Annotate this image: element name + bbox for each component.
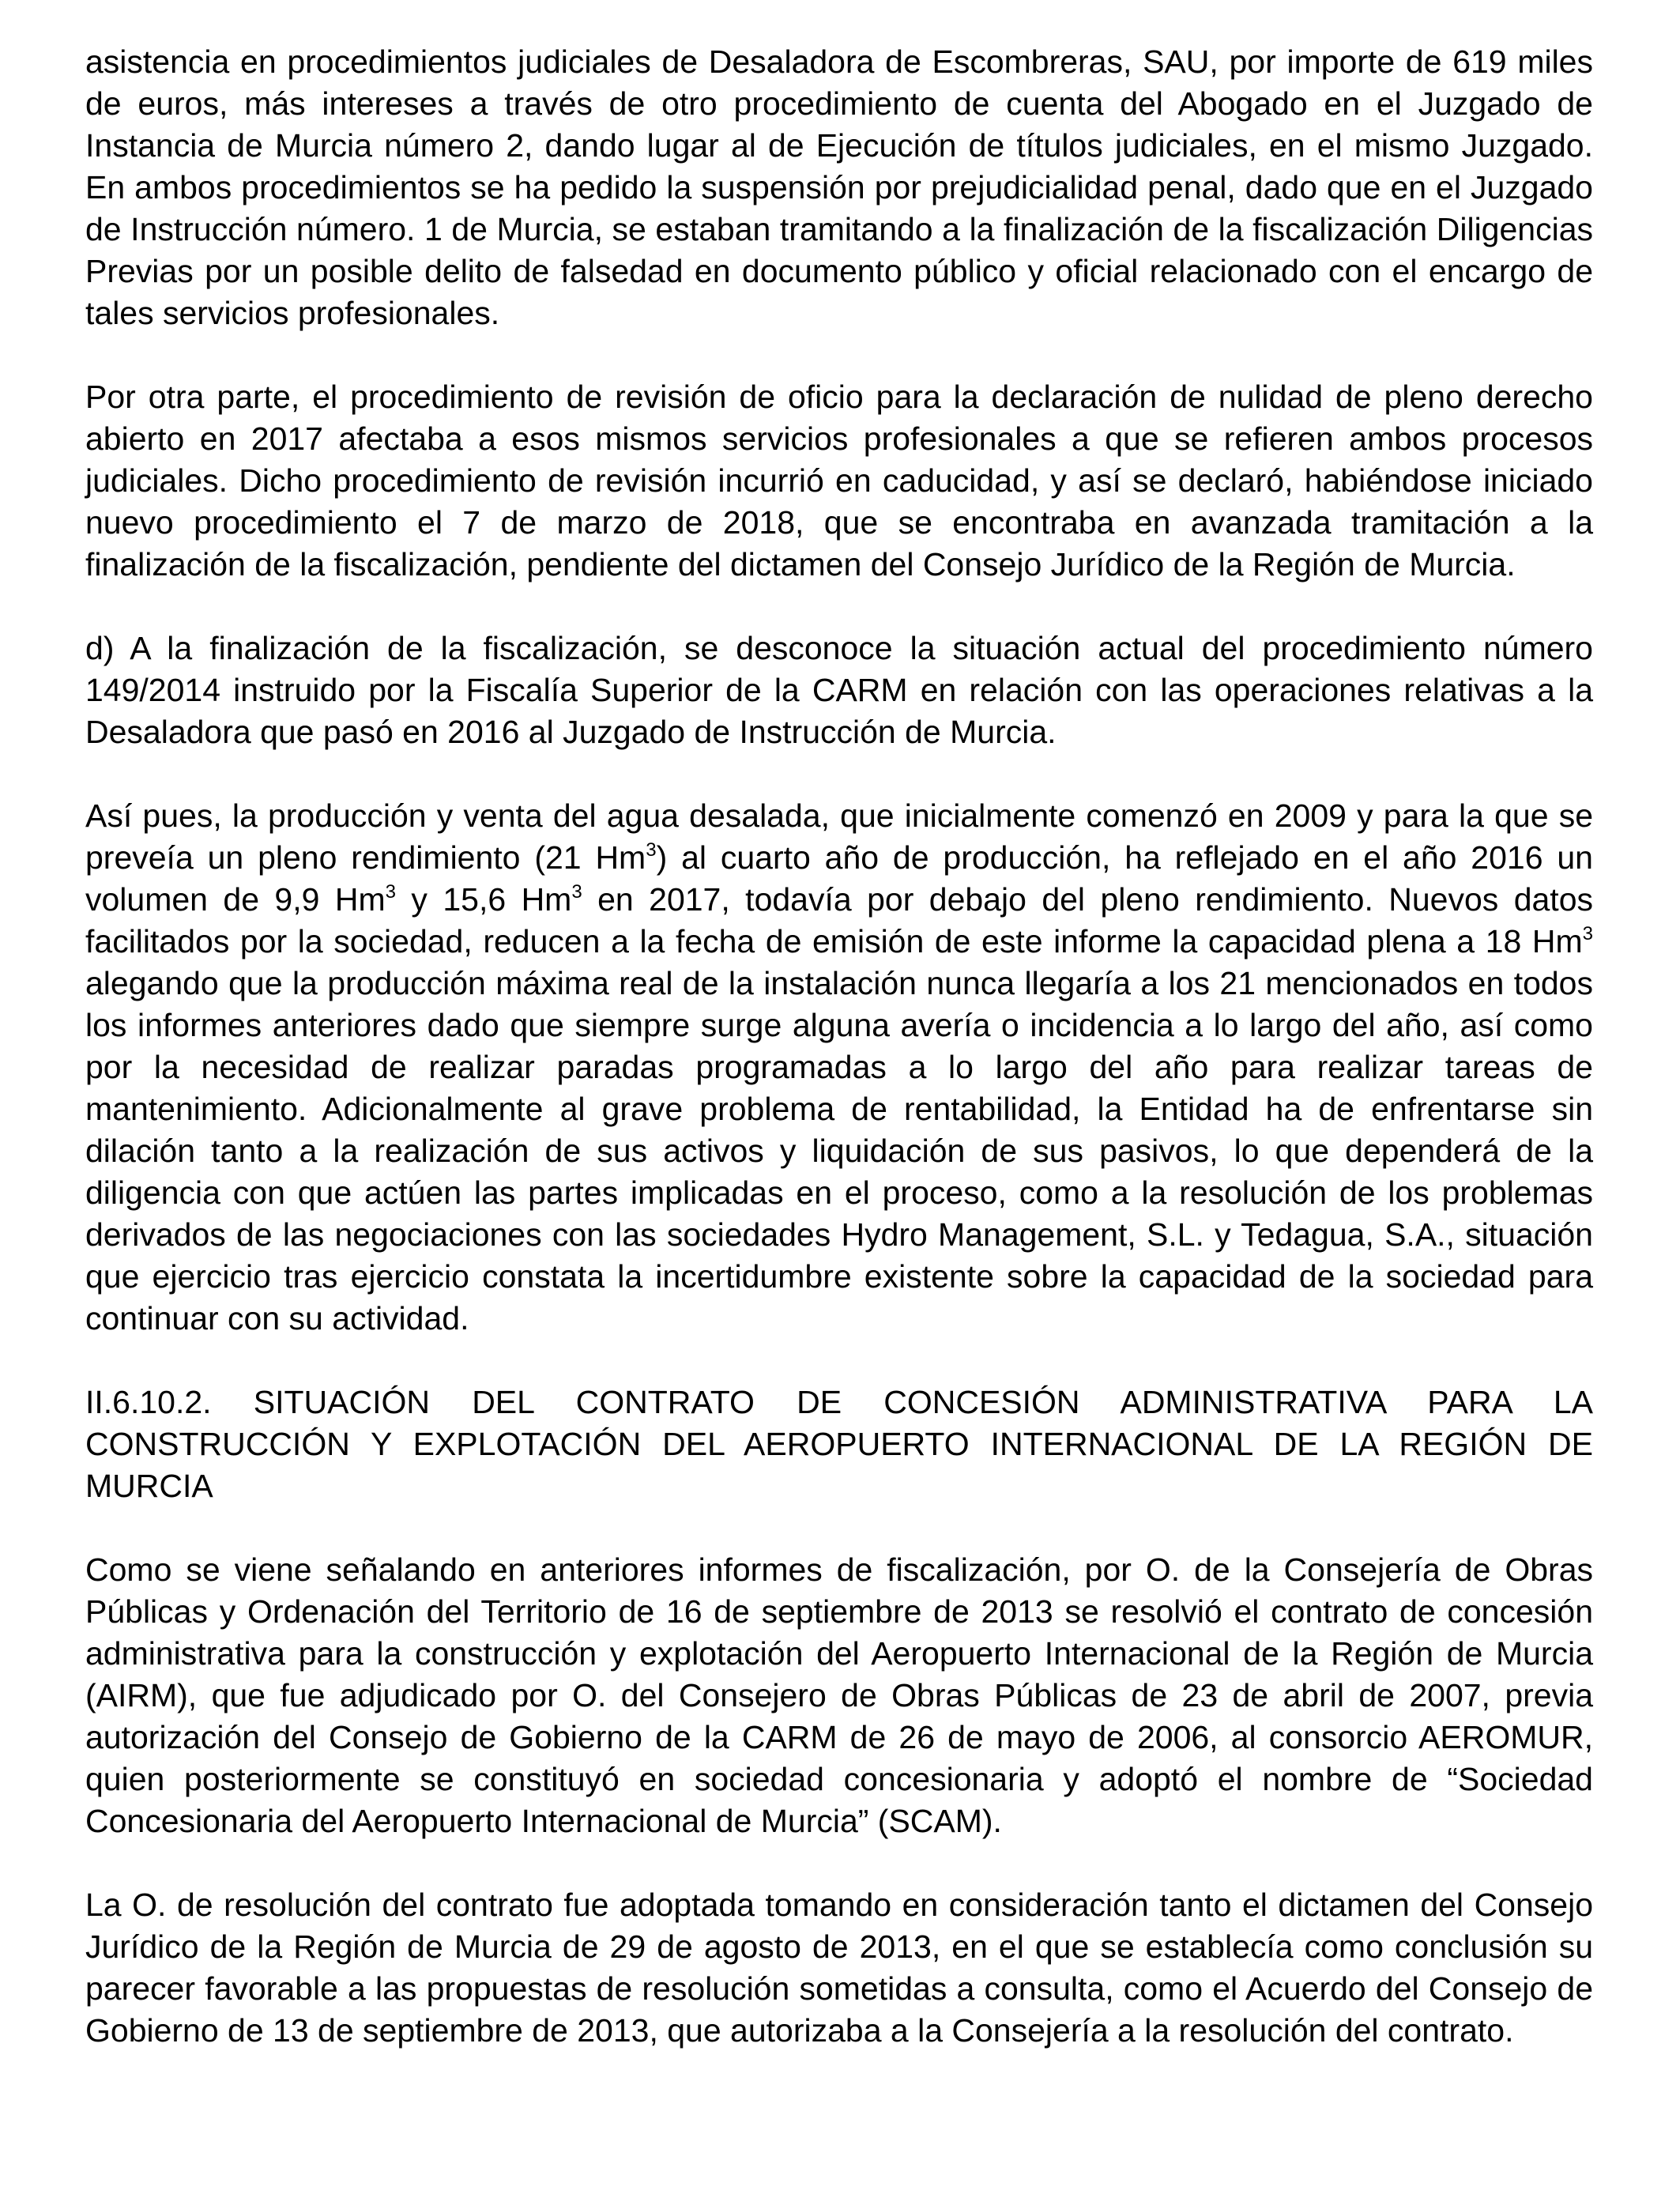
cubic-superscript: 3 (571, 881, 582, 903)
production-text-2: ) al cuarto año de producción, ha reflejado en el año 2016 un volumen de 9,9 Hm (85, 839, 1593, 918)
paragraph-judicial-procedures: asistencia en procedimientos judiciales de Desaladora de Escombreras, SAU, por importe de 619 miles de euros, más intereses a través de otro procedimiento de cuenta del Abogado en el Juzgado de Instancia de Murcia número 2, dando lugar al de Ejecución de títulos judiciales, en el mismo Juzgado. En ambos procedimientos se ha pedido la suspensión por prejudicialidad penal, dado que en el Juzgado de Instrucción número. 1 de Murcia, se estaban tramitando a la finalización de la fiscalización Diligencias Previas por un posible delito de falsedad en documento público y oficial relacionado con el encargo de tales servicios profesionales. (85, 43, 1593, 331)
document-page (85, 41, 1593, 2094)
paragraph-desalinated-water-production (85, 795, 1593, 1340)
section-heading: II.6.10.2. SITUACIÓN DEL CONTRATO DE CONCESIÓN ADMINISTRATIVA PARA LA CONSTRUCCIÓN Y EXPLOTACIÓN DEL AEROPUERTO INTERNACIONAL DE LA REGIÓN DE MURCIA (85, 1384, 1593, 1504)
production-text-5: alegando que la producción máxima real de la instalación nunca llegaría a los 21 mencionados en todos los informes anteriores dado que siempre surge alguna avería o incidencia a lo largo del año, así como por la necesidad de realizar paradas programadas a lo largo del año para realizar tareas de mantenimiento. Adicionalmente al grave problema de rentabilidad, la Entidad ha de enfrentarse sin dilación tanto a la realización de sus activos y liquidación de sus pasivos, lo que dependerá de la diligencia con que actúen las partes implicadas en el proceso, como a la resolución de los problemas derivados de las negociaciones con las sociedades Hydro Management, S.L. y Tedagua, S.A., situación que ejercicio tras ejercicio constata la incertidumbre existente sobre la capacidad de la sociedad para continuar con su actividad. (85, 965, 1593, 1336)
cubic-superscript: 3 (646, 839, 657, 861)
cubic-superscript: 3 (1582, 923, 1593, 944)
paragraph-contract-resolution: La O. de resolución del contrato fue adoptada tomando en consideración tanto el dictamen del Consejo Jurídico de la Región de Murcia de 29 de agosto de 2013, en el que se establecía como conclusión su parecer favorable a las propuestas de resolución sometidas a consulta, como el Acuerdo del Consejo de Gobierno de 13 de septiembre de 2013, que autorizaba a la Consejería a la resolución del contrato. (85, 1887, 1593, 2049)
production-text-4: en 2017, todavía por debajo del pleno rendimiento. Nuevos datos facilitados por la sociedad, reducen a la fecha de emisión de este informe la capacidad plena a 18 Hm (85, 881, 1593, 959)
production-text-3: y 15,6 Hm (395, 881, 572, 918)
cubic-superscript: 3 (385, 881, 396, 903)
paragraph-prosecutor-procedure: d) A la finalización de la fiscalización, se desconoce la situación actual del procedimiento número 149/2014 instruido por la Fiscalía Superior de la CARM en relación con las operaciones relativas a la Desaladora que pasó en 2016 al Juzgado de Instrucción de Murcia. (85, 630, 1593, 750)
paragraph-airport-concession: Como se viene señalando en anteriores informes de fiscalización, por O. de la Consejería de Obras Públicas y Ordenación del Territorio de 16 de septiembre de 2013 se resolvió el contrato de concesión administrativa para la construcción y explotación del Aeropuerto Internacional de la Región de Murcia (AIRM), que fue adjudicado por O. del Consejero de Obras Públicas de 23 de abril de 2007, previa autorización del Consejo de Gobierno de la CARM de 26 de mayo de 2006, al consorcio AEROMUR, quien posteriormente se constituyó en sociedad concesionaria y adoptó el nombre de “Sociedad Concesionaria del Aeropuerto Internacional de Murcia” (SCAM). (85, 1551, 1593, 1839)
paragraph-ex-officio-review: Por otra parte, el procedimiento de revisión de oficio para la declaración de nulidad de pleno derecho abierto en 2017 afectaba a esos mismos servicios profesionales a que se refieren ambos procesos judiciales. Dicho procedimiento de revisión incurrió en caducidad, y así se declaró, habiéndose iniciado nuevo procedimiento el 7 de marzo de 2018, que se encontraba en avanzada tramitación a la finalización de la fiscalización, pendiente del dictamen del Consejo Jurídico de la Región de Murcia. (85, 379, 1593, 582)
production-text-1: Así pues, la producción y venta del agua desalada, que inicialmente comenzó en 2009 y para la que se preveía un pleno rendimiento (21 Hm (85, 797, 1593, 876)
